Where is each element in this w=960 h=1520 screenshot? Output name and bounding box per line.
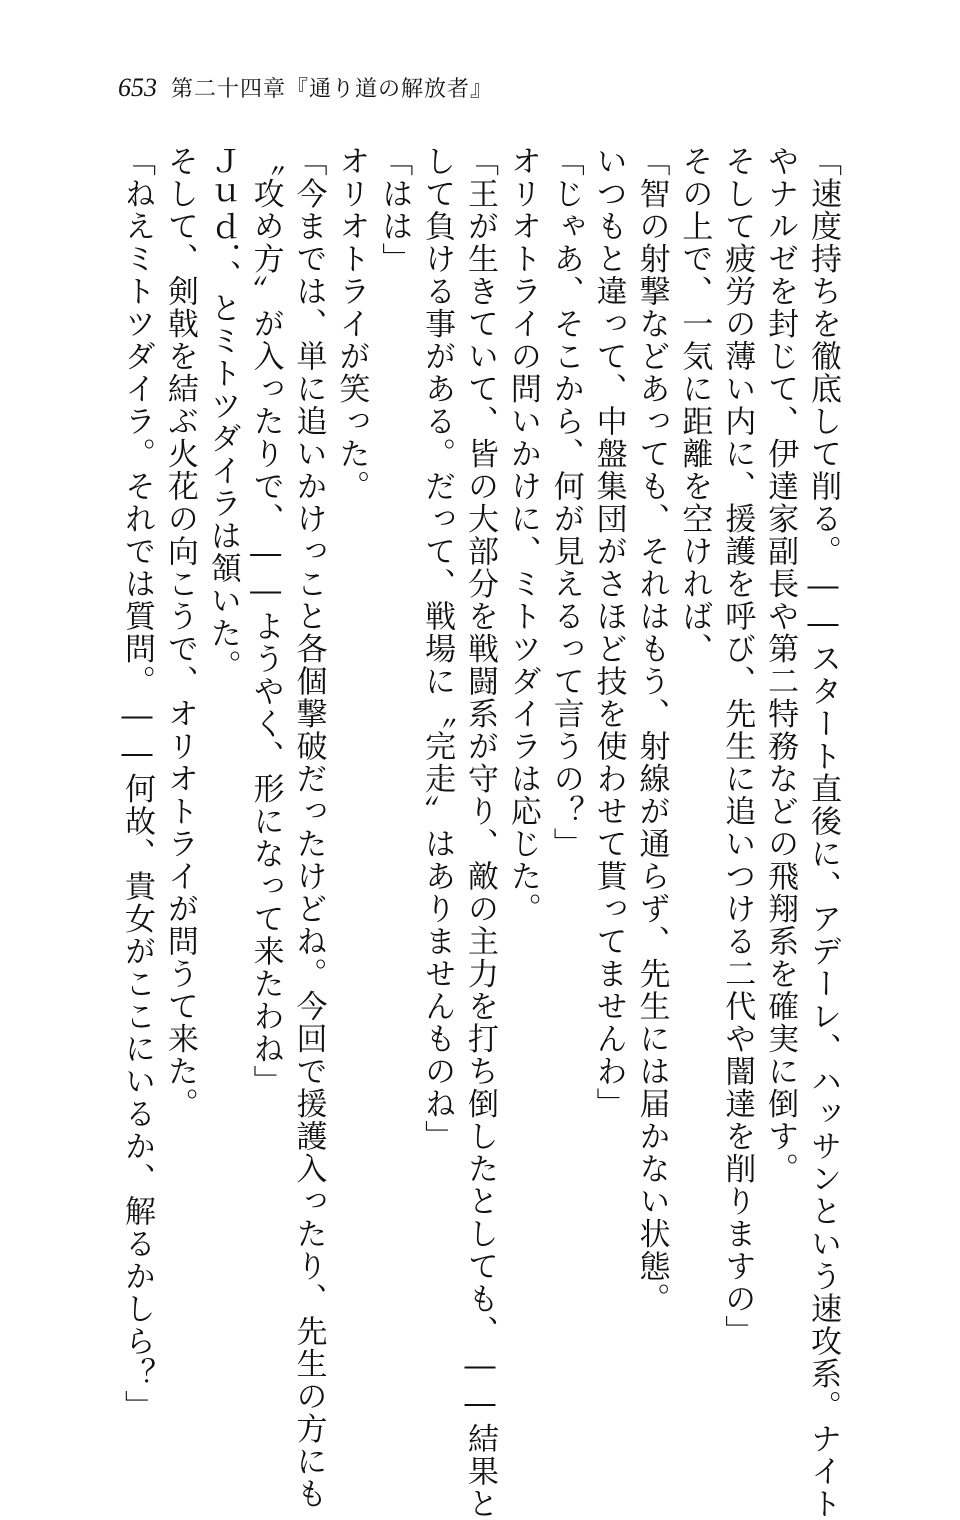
chapter-title: 第二十四章『通り道の解放者』 xyxy=(171,77,494,102)
text-line: 「王が生きていて、皆の大部分を戦闘系が守り、敵の主力を打ち倒したとしても、――結果と xyxy=(462,145,498,1520)
text-line: そして疲労の薄い内に、援護を呼び、先生に追いつける二代や闇達を削りますの」 xyxy=(719,145,756,1348)
text-line: やナルゼを封じて、伊達家副長や第二特務などの飛翔系を確実に倒す。 xyxy=(762,145,799,1185)
body-text xyxy=(118,145,841,1520)
text-line: 「速度持ちを徹底して削る。――スタート直後に、アデーレ、ハッサンという速攻系。ナイト xyxy=(805,145,841,1520)
text-line: して負ける事がある。だって、戦場に〝完走〟はありませんものね」 xyxy=(419,145,456,1153)
text-line: 「今までは、単に追いかけっこと各個撃破だったけどね。今回で援護入ったり、先生の方にも xyxy=(290,145,327,1510)
text-line: 「じゃあ、そこから、何が見えるって言うの？」 xyxy=(547,145,584,860)
text-line: いつもと違って、中盤集団がさほど技を使わせて貰ってませんわ」 xyxy=(590,145,627,1120)
text-line: Ｊｕｄ．、とミトツダイラは頷いた。 xyxy=(204,145,241,682)
page-header xyxy=(118,72,493,103)
text-line: そして、剣戟を結ぶ火花の向こうで、オリオトライが問うて来た。 xyxy=(161,145,198,1120)
text-line: 「はは」 xyxy=(376,145,413,275)
text-line: 「ねえミトツダイラ。それでは質問。――何故、貴女がここにいるか、解るかしら？」 xyxy=(119,145,155,1423)
text-line: オリオトライが笑った。 xyxy=(333,145,370,503)
text-line: オリオトライの問いかけに、ミトツダイラは応じた。 xyxy=(504,145,541,925)
text-line: 「智の射撃などあっても、それはもう、射線が通らず、先生には届かない状態。 xyxy=(633,145,670,1315)
text-line: その上で、一気に距離を空ければ、 xyxy=(676,145,713,665)
text-line: 〝攻め方〟が入ったりで、――ようやく、形になって来たわね」 xyxy=(247,145,284,1098)
page-number: 653 xyxy=(118,73,157,102)
